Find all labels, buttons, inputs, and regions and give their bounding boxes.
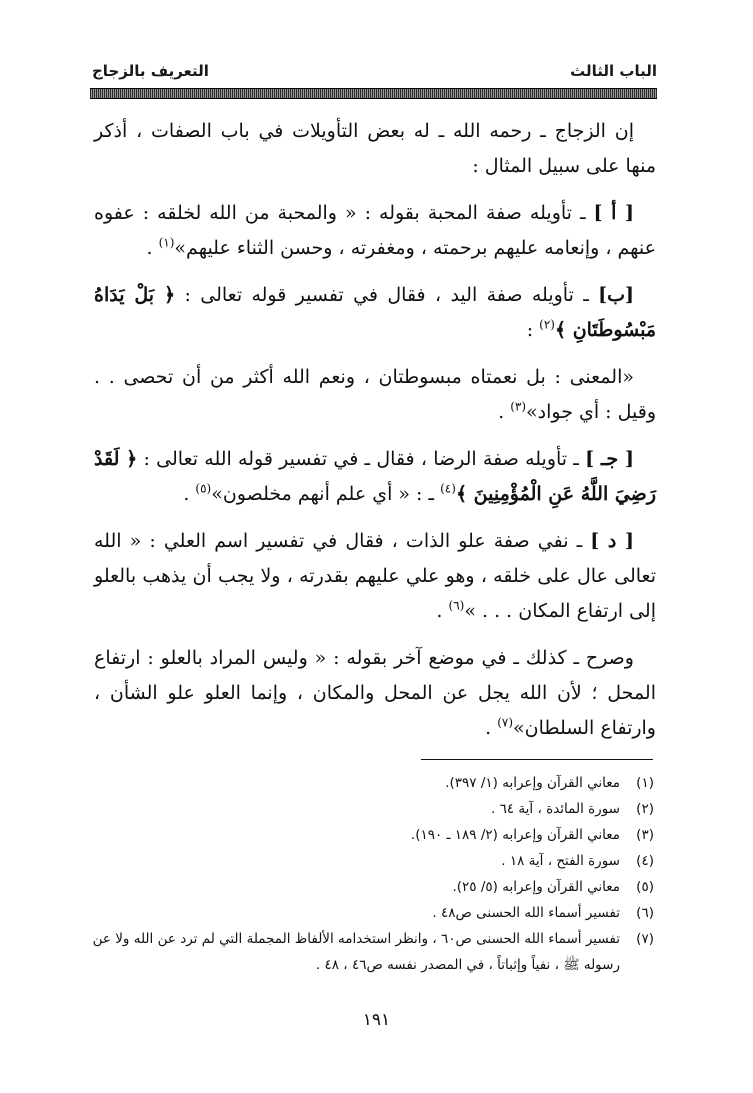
footnote: [88, 848, 654, 874]
footnote: [88, 770, 654, 796]
quran-verse: ﴿ بَلْ يَدَاهُ مَبْسُوطَتَانِ ﴾: [94, 284, 656, 341]
paragraph-text: ـ : « أي علم أنهم مخلصون»: [211, 483, 441, 505]
paragraph-text: ـ تأويله صفة الرضا ، فقال ـ في تفسير قوله الله تعالى :: [137, 448, 586, 470]
item-label: [ أ ]: [593, 202, 634, 224]
footnote-number: (٣): [636, 827, 654, 843]
footnote-number: (٦): [636, 905, 654, 921]
footnote: [88, 796, 654, 822]
paragraph-text: ـ تأويله صفة اليد ، فقال في تفسير قوله تعالى :: [175, 284, 599, 306]
footnote-number: (٥): [636, 879, 654, 895]
footnote-text: معاني القرآن وإعرابه (٢/ ١٨٩ ـ ١٩٠).: [410, 827, 620, 843]
footnote-number: (٧): [636, 931, 654, 947]
footnote-text: تفسير أسماء الله الحسنى ص٤٨ .: [432, 905, 620, 921]
footnote: [88, 900, 654, 926]
footnote-ref[interactable]: (٢): [539, 317, 555, 332]
punctuation: .: [498, 401, 511, 423]
footnote: [88, 926, 654, 978]
footnote-text: تفسير أسماء الله الحسنى ص٦٠ ، وانظر استخدامه الألفاظ المجملة التي لم ترد عن الله ولا عن رسوله ﷺ ، نفياً وإثباتاً ، في المصدر نفسه ص٤٦ ، ٤٨ .: [92, 931, 620, 973]
paragraph-text: إن الزجاج ـ رحمه الله ـ له بعض التأويلات في باب الصفات ، أذكر منها على سبيل المثال :: [94, 120, 656, 177]
quran-verse: ﴿ لَقَدْ رَضِيَ اللَّهُ عَنِ الْمُؤْمِنِينَ ﴾: [94, 448, 656, 505]
footnote-text: معاني القرآن وإعرابه (٥/ ٢٥).: [452, 879, 620, 895]
punctuation: .: [436, 600, 449, 622]
footnote: [88, 874, 654, 900]
item-label: [ جـ ]: [585, 448, 634, 470]
paragraph-text: ـ تأويله صفة المحبة بقوله : « والمحبة من الله لخلقه : عفوه عنهم ، وإنعامه عليهم برحمته ، ومغفرته ، وحسن الثناء عليهم»: [94, 202, 656, 259]
main-text: [94, 114, 656, 758]
footnote-ref[interactable]: (٤): [440, 481, 456, 496]
footnotes: [88, 770, 654, 978]
footnote: [88, 822, 654, 848]
punctuation: :: [526, 319, 540, 341]
punctuation: .: [183, 483, 196, 505]
footnote-number: (١): [636, 775, 654, 791]
footnote-ref[interactable]: (٣): [510, 399, 527, 414]
item-label: [ب]: [598, 284, 634, 306]
punctuation: .: [485, 717, 498, 739]
footnote-ref[interactable]: (١): [158, 235, 175, 250]
footnote-ref[interactable]: (٥): [195, 481, 212, 496]
footnote-text: سورة الفتح ، آية ١٨ .: [501, 853, 620, 869]
footnote-number: (٢): [636, 801, 654, 817]
paragraph-declared: [94, 641, 656, 746]
paragraph-hand: [94, 278, 656, 348]
footnote-text: معاني القرآن وإعرابه (١/ ٣٩٧).: [445, 775, 620, 791]
paragraph-meaning: [94, 360, 656, 430]
paragraph-intro: [94, 114, 656, 184]
paragraph-highness: [94, 524, 656, 629]
punctuation: .: [146, 237, 159, 259]
header-rule: [90, 88, 657, 99]
footnote-ref[interactable]: (٧): [497, 715, 514, 730]
running-header: [92, 58, 657, 84]
footnote-separator: [421, 759, 653, 760]
page-number: ١٩١: [362, 1010, 391, 1030]
footnote-text: سورة المائدة ، آية ٦٤ .: [491, 801, 620, 817]
paragraph-love: [94, 196, 656, 266]
footnote-ref[interactable]: (٦): [448, 598, 465, 613]
paragraph-text: وصرح ـ كذلك ـ في موضع آخر بقوله : « وليس المراد بالعلو : ارتفاع المحل ؛ لأن الله يجل عن المحل والمكان ، وإنما العلو علو الشأن ، وارتفاع السلطان»: [94, 647, 656, 739]
item-label: [ د ]: [590, 530, 634, 552]
footnote-number: (٤): [636, 853, 654, 869]
paragraph-text: ـ نفي صفة علو الذات ، فقال في تفسير اسم العلي : « الله تعالى عال على خلقه ، وهو علي عليهم بقدرته ، ولا يجب أن يذهب بالعلو إلى ارتفاع المكان . . . »: [94, 530, 656, 622]
chapter-title: الباب الثالث: [570, 62, 657, 80]
section-title: التعريف بالزجاج: [92, 62, 209, 80]
paragraph-text: «المعنى : بل نعمتاه مبسوطتان ، ونعم الله أكثر من أن تحصى . . وقيل : أي جواد»: [94, 366, 656, 423]
paragraph-pleasure: [94, 442, 656, 512]
